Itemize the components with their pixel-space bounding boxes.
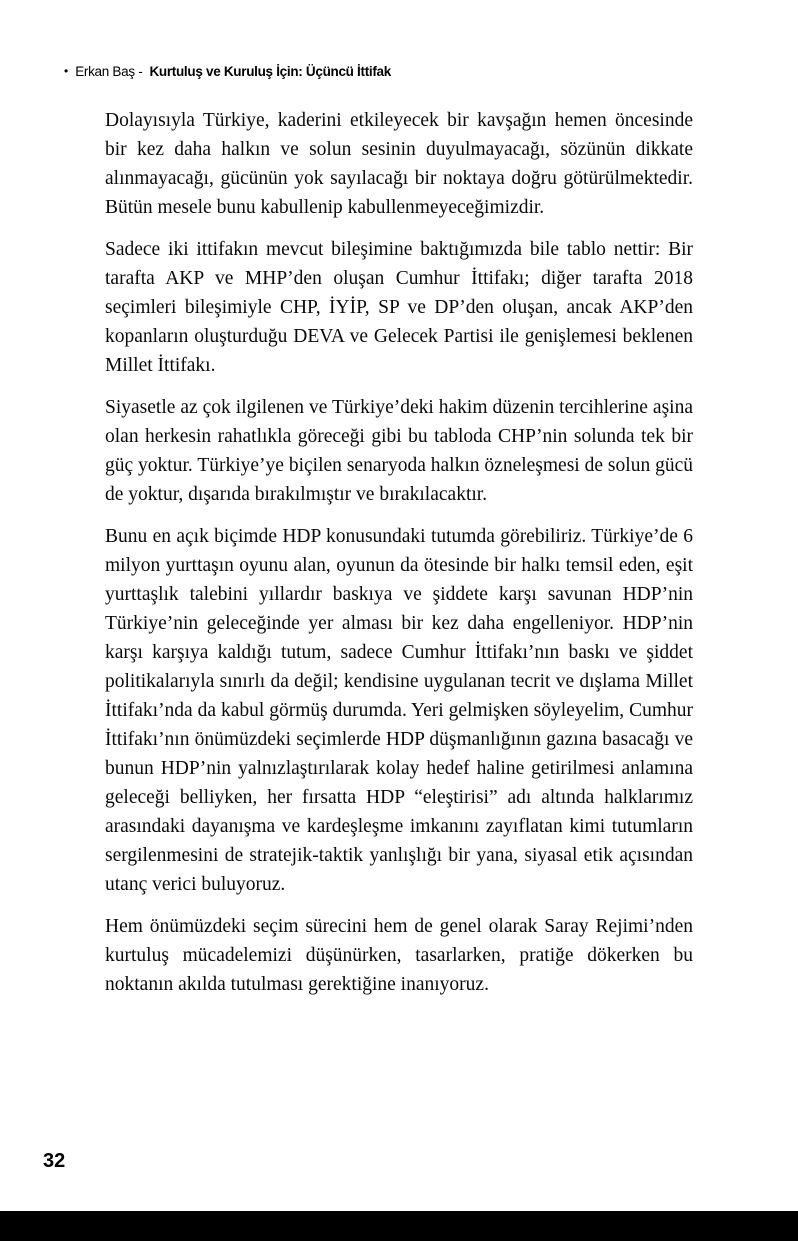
paragraph: Sadece iki ittifakın mevcut bileşimine baktığımızda bile tablo nettir: Bir tarafta AKP ve MHP’den oluşan Cumhur İttifakı; diğer tarafta 2018 seçimleri bileşimiyle CHP, İYİP, SP ve DP’den oluşan, ancak AKP’den kopanların oluşturduğu DEVA ve Gelecek Partisi ile genişlemesi beklenen Millet İttifakı. (105, 239, 693, 376)
header-author: Erkan Baş - (75, 64, 143, 79)
paragraph: Hem önümüzdeki seçim sürecini hem de genel olarak Saray Rejimi’nden kurtuluş mücadelemizi düşünürken, tasarlarken, pratiğe dökerken bu noktanın akılda tutulması gerektiğine inanıyoruz. (105, 916, 693, 995)
page-number: 32 (43, 1150, 66, 1172)
paragraph: Bunu en açık biçimde HDP konusundaki tutumda görebiliriz. Türkiye’de 6 milyon yurttaşın oyunu alan, oyunun da ötesinde bir halkı temsil eden, eşit yurttaşlık talebini yıllardır baskıya ve şiddete karşı savunan HDP’nin Türkiye’nin geleceğinde yer alması bir kez daha engelleniyor. HDP’nin karşı karşıya kaldığı tutum, sadece Cumhur İttifakı’nın baskı ve şiddet politikalarıyla sınırlı da değil; kendisine uygulanan tecrit ve dışlama Millet İttifakı’nda da kabul görmüş durumda. Yeri gelmişken söyleyelim, Cumhur İttifakı’nın önümüzdeki seçimlerde HDP düşmanlığının gazına basacağı ve bunun HDP’nin yalnızlaştırılarak kolay hedef haline getirilmesi anlamına geleceği belliyken, her fırsatta HDP “eleştirisi” adı altında halklarımız arasındaki dayanışma ve kardeşleşme imkanını zayıflatan kimi tutumların sergilenmesini de stratejik-taktik yanlışlığı bir yana, siyasal etik açısından utanç verici buluyoruz. (105, 526, 693, 895)
header-book-title: Kurtuluş ve Kuruluş İçin: Üçüncü İttifak (149, 64, 391, 79)
body-text-block (105, 106, 693, 1012)
paragraph: Dolayısıyla Türkiye, kaderini etkileyecek bir kavşağın hemen öncesinde bir kez daha halkın ve solun sesinin duyulmayacağı, sözünün dikkate alınmayacağı, gücünün yok sayılacağı bir noktaya doğru götürülmektedir. Bütün mesele bunu kabullenip kabullenmeyeceğimizdir. (105, 110, 693, 218)
paragraph: Siyasetle az çok ilgilenen ve Türkiye’deki hakim düzenin tercihlerine aşina olan herkesin rahatlıkla göreceği gibi bu tabloda CHP’nin solunda tek bir güç yoktur. Türkiye’ye biçilen senaryoda halkın özneleşmesi de solun gücü de yoktur, dışarıda bırakılmıştır ve bırakılacaktır. (105, 397, 693, 505)
running-header (64, 64, 391, 79)
bullet-icon: • (64, 63, 69, 78)
bottom-black-bar (0, 1211, 798, 1241)
